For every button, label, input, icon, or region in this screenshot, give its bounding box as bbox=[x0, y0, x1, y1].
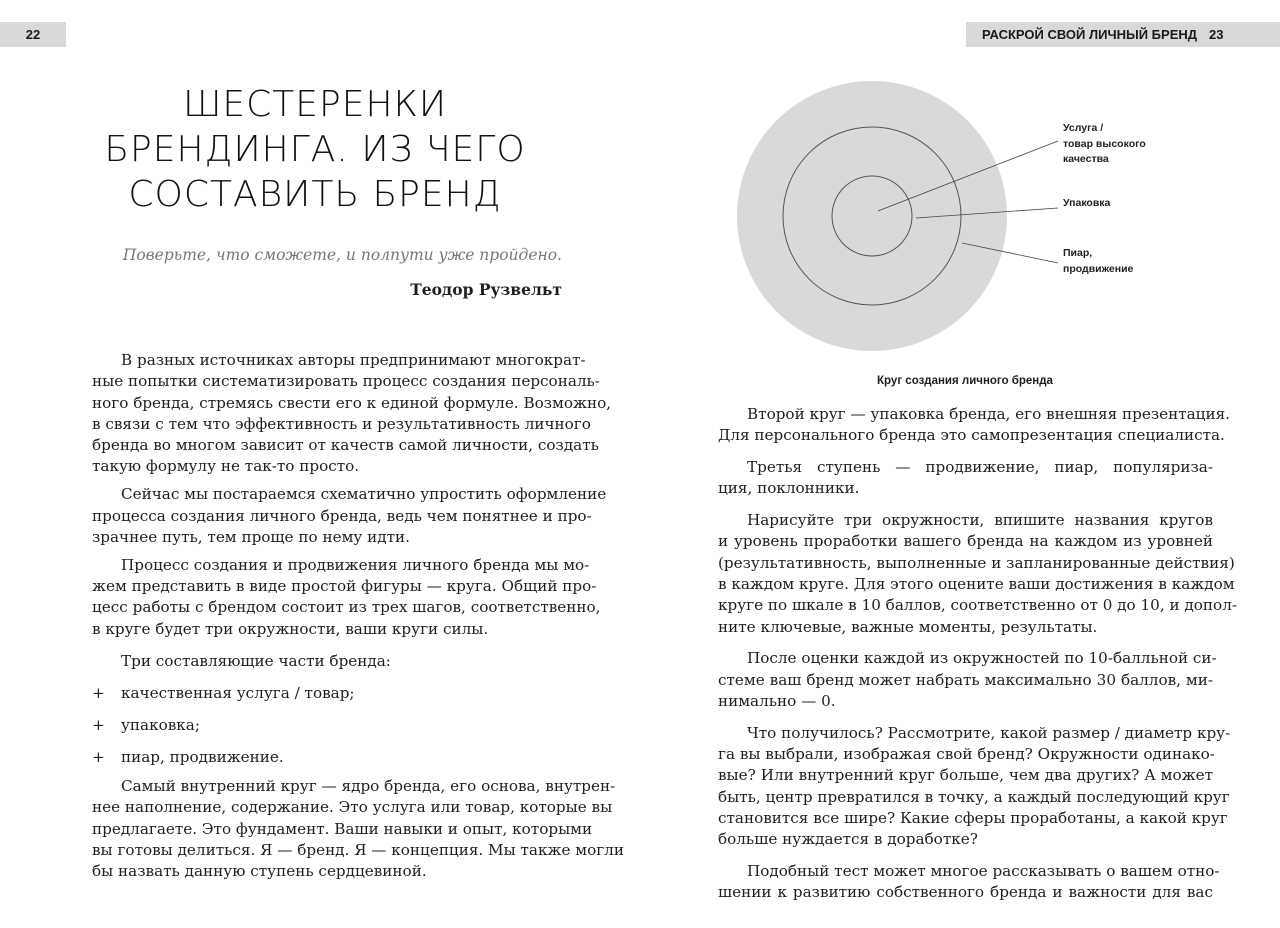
label-line: Услуга / bbox=[1063, 122, 1104, 134]
text-line: в связи с тем что эффективность и результативность личного bbox=[92, 414, 591, 433]
list-item-text: пиар, продвижение. bbox=[121, 747, 284, 766]
running-title: РАСКРОЙ СВОЙ ЛИЧНЫЙ БРЕНД bbox=[982, 27, 1198, 42]
label-packaging: Упаковка bbox=[1063, 197, 1111, 209]
label-line: качества bbox=[1063, 153, 1109, 165]
plus-bullet-icon: + bbox=[92, 715, 105, 734]
text-line: нимально — 0. bbox=[718, 692, 836, 711]
text-line: такую формулу не так-то просто. bbox=[92, 457, 360, 476]
paragraph bbox=[718, 510, 1237, 638]
text-line: га вы выбрали, изображая свой бренд? Окружности одинако- bbox=[718, 745, 1215, 764]
title-line: СОСТАВИТЬ БРЕНД bbox=[128, 174, 502, 215]
text-line: Подобный тест может многое рассказывать о вашем отно- bbox=[747, 862, 1220, 881]
text-line: процесса создания личного бренда, ведь чем понятнее и про- bbox=[92, 506, 592, 525]
title-line: БРЕНДИНГА. ИЗ ЧЕГО bbox=[104, 129, 526, 170]
text-line: вые? Или внутренний круг больше, чем два других? А может bbox=[718, 766, 1213, 785]
plus-bullet-icon: + bbox=[92, 747, 105, 766]
text-line: зрачнее путь, тем проще по нему идти. bbox=[92, 527, 410, 546]
text-line: жем представить в виде простой фигуры — круга. Общий про- bbox=[92, 576, 597, 595]
label-line: товар высокого bbox=[1063, 137, 1146, 150]
text-line: Для персонального бренда это самопрезентация специалиста. bbox=[718, 426, 1225, 445]
text-line: больше нуждается в доработке? bbox=[718, 830, 978, 849]
text-line: бренда во многом зависит от качеств самой личности, создать bbox=[92, 436, 599, 455]
plus-bullet-icon: + bbox=[92, 683, 105, 702]
text-line: ные попытки систематизировать процесс создания персональ- bbox=[92, 372, 600, 391]
epigraph: Поверьте, что сможете, и полпути уже пройдено. bbox=[122, 246, 562, 264]
text-line: нее наполнение, содержание. Это услуга или товар, которые вы bbox=[92, 798, 613, 817]
text-line: ция, поклонники. bbox=[718, 479, 860, 498]
label-pr bbox=[1063, 246, 1133, 277]
text-line: После оценки каждой из окружностей по 10-балльной си- bbox=[747, 649, 1217, 668]
label-line: продвижение bbox=[1063, 262, 1134, 275]
text-line: стеме ваш бренд может набрать максимально 30 баллов, ми- bbox=[718, 670, 1213, 689]
text-line: вы готовы делиться. Я — бренд. Я — концепция. Мы также могли bbox=[92, 841, 624, 859]
paragraph bbox=[718, 723, 1231, 851]
label-line: Пиар, bbox=[1063, 247, 1093, 259]
list-item-text: качественная услуга / товар; bbox=[121, 683, 355, 702]
paragraph bbox=[718, 404, 1230, 447]
paragraph bbox=[718, 457, 1213, 500]
text-line: в круге будет три окружности, ваши круги силы. bbox=[92, 619, 489, 638]
text-line: В разных источниках авторы предпринимают многократ- bbox=[121, 351, 586, 369]
text-line: цесс работы с брендом состоит из трех шагов, соответственно, bbox=[92, 598, 601, 617]
text-line: и уровень проработки вашего бренда на каждом из уровней bbox=[718, 532, 1213, 551]
paragraph bbox=[718, 861, 1220, 904]
text-line: круге по шкале в 10 баллов, соответственно от 0 до 10, и допол- bbox=[718, 596, 1237, 615]
text-line: Процесс создания и продвижения личного бренда мы мо- bbox=[121, 555, 590, 574]
text-line: предлагаете. Это фундамент. Ваши навыки и опыт, которыми bbox=[92, 819, 593, 838]
text-line: ного бренда, стремясь свести его к единой формуле. Возможно, bbox=[92, 393, 612, 412]
text-line: Второй круг — упаковка бренда, его внешняя презентация. bbox=[747, 405, 1230, 423]
outer-circle bbox=[737, 81, 1007, 351]
text-line: Самый внутренний круг — ядро бренда, его основа, внутрен- bbox=[121, 777, 616, 796]
text-line: быть, центр превратился в точку, а каждый последующий круг bbox=[718, 787, 1230, 806]
text-line: становится все шире? Какие сферы проработаны, а какой круг bbox=[718, 809, 1228, 828]
text-line: в каждом круге. Для этого оцените ваши достижения в каждом bbox=[718, 575, 1235, 594]
label-service bbox=[1063, 121, 1146, 168]
text-line: Нарисуйте три окружности, впишите названия кругов bbox=[747, 511, 1213, 530]
text-line: ните ключевые, важные моменты, результаты. bbox=[718, 617, 1098, 636]
paragraph bbox=[718, 648, 1217, 712]
title-line: ШЕСТЕРЕНКИ bbox=[182, 84, 448, 125]
text-line: (результативность, выполненные и запланированные действия) bbox=[718, 553, 1235, 572]
text-line: шении к развитию собственного бренда и важности для вас bbox=[718, 883, 1213, 902]
right-page-body bbox=[718, 404, 1237, 910]
text-line: Сейчас мы постараемся схематично упростить оформление bbox=[121, 485, 607, 504]
epigraph-author: Теодор Рузвельт bbox=[410, 280, 562, 299]
page-number-right: 23 bbox=[1209, 27, 1224, 42]
text-line: Что получилось? Рассмотрите, какой размер / диаметр кру- bbox=[747, 723, 1231, 742]
page-number-left: 22 bbox=[0, 22, 66, 47]
text-line: Третья ступень — продвижение, пиар, популяриза- bbox=[747, 458, 1213, 477]
list-intro: Три составляющие части бренда: bbox=[121, 651, 391, 670]
figure-caption: Круг создания личного бренда bbox=[877, 375, 1053, 387]
list-item-text: упаковка; bbox=[121, 715, 200, 734]
text-line: бы назвать данную ступень сердцевиной. bbox=[92, 862, 427, 881]
